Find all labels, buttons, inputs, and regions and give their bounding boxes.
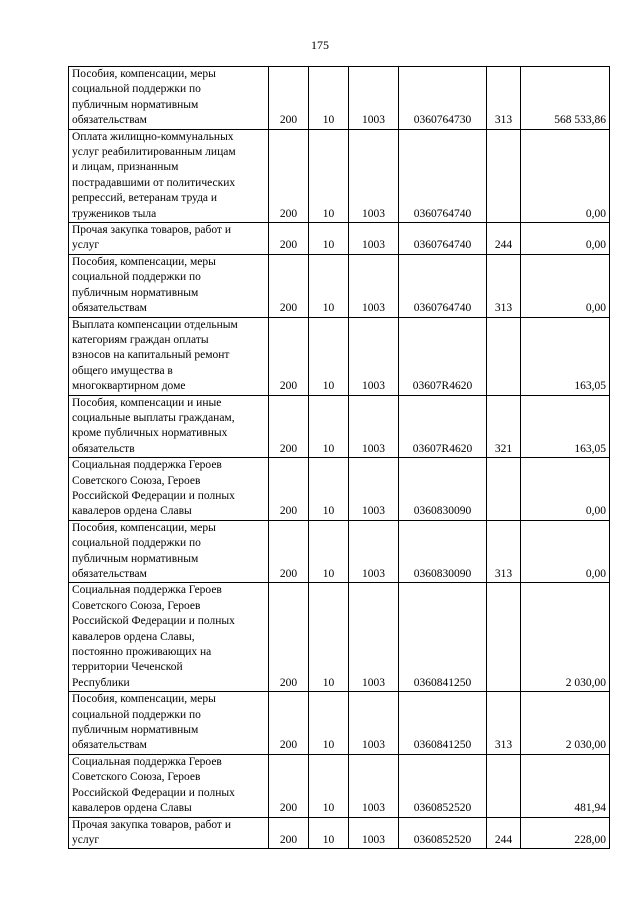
table-row [69,754,610,817]
expense-type-cell: 313 [487,520,521,583]
expense-type-cell [487,317,521,395]
description-cell [69,520,269,583]
section-code-cell: 10 [309,458,349,521]
description-line: многоквартирном доме [72,380,186,393]
budget-table [68,66,610,849]
description-line: Социальная поддержка Героев [72,459,222,472]
expense-type-cell: 321 [487,395,521,458]
table-row [69,520,610,583]
amount-cell: 481,94 [521,754,610,817]
section-code-cell: 10 [309,583,349,692]
amount-cell: 228,00 [521,817,610,849]
section-code-cell: 10 [309,395,349,458]
subsection-code-cell: 1003 [349,129,399,222]
description-line: тружеников тыла [72,207,157,220]
description-line: обязательствам [72,739,147,752]
ved-code-cell: 200 [269,223,309,255]
description-line: Пособия, компенсации, меры [72,693,216,706]
page-number: 175 [311,38,329,52]
subsection-code-cell: 1003 [349,458,399,521]
description-line: обязательствам [72,568,147,580]
description-line: социальные выплаты гражданам, [72,411,235,424]
amount-cell: 163,05 [521,317,610,395]
description-line: территории Чеченской [72,661,183,674]
description-cell [69,583,269,692]
description-line: социальной поддержки по [72,537,201,550]
subsection-code-cell: 1003 [349,817,399,849]
section-code-cell: 10 [309,223,349,255]
subsection-code-cell: 1003 [349,692,399,755]
table-row [69,583,610,692]
expense-type-cell: 244 [487,223,521,255]
description-line: Российской Федерации и полных [72,489,235,502]
table-row [69,223,610,255]
description-cell [69,754,269,817]
description-line: Российской Федерации и полных [72,615,235,628]
description-line: Пособия, компенсации, меры [72,68,216,80]
description-cell [69,67,269,130]
table-row [69,129,610,222]
description-line: услуг [72,833,100,846]
ved-code-cell: 200 [269,254,309,317]
description-line: публичным нормативным [72,552,199,565]
expense-type-cell: 244 [487,817,521,849]
amount-cell: 568 533,86 [521,67,610,130]
subsection-code-cell: 1003 [349,754,399,817]
description-line: пострадавшими от политических [72,176,236,189]
section-code-cell: 10 [309,254,349,317]
description-line: Пособия, компенсации и иные [72,396,222,409]
ved-code-cell: 200 [269,754,309,817]
budget-table-body [69,67,610,849]
ved-code-cell: 200 [269,67,309,130]
description-line: публичным нормативным [72,98,199,111]
expense-type-cell: 313 [487,67,521,130]
section-code-cell: 10 [309,67,349,130]
amount-cell: 0,00 [521,520,610,583]
description-line: Прочая закупка товаров, работ и [72,224,231,237]
table-row [69,317,610,395]
description-line: обязательств [72,442,135,455]
description-line: услуг [72,239,100,252]
description-line: социальной поддержки по [72,83,201,96]
amount-cell: 163,05 [521,395,610,458]
ved-code-cell: 200 [269,395,309,458]
ved-code-cell: 200 [269,583,309,692]
target-article-cell: 0360764740 [399,254,487,317]
description-line: общего имущества в [72,364,173,377]
description-line: Российской Федерации и полных [72,786,235,799]
target-article-cell: 0360852520 [399,817,487,849]
description-line: обязательствам [72,114,147,127]
expense-type-cell: 313 [487,692,521,755]
target-article-cell: 0360830090 [399,520,487,583]
description-line: публичным нормативным [72,724,199,737]
subsection-code-cell: 1003 [349,317,399,395]
target-article-cell: 0360764740 [399,223,487,255]
table-row [69,395,610,458]
ved-code-cell: 200 [269,129,309,222]
expense-type-cell [487,129,521,222]
description-line: категориям граждан оплаты [72,333,209,346]
description-line: Социальная поддержка Героев [72,755,222,768]
description-line: Прочая закупка товаров, работ и [72,818,231,831]
description-line: социальной поддержки по [72,708,201,721]
table-row [69,817,610,849]
description-line: и лицам, признанным [72,161,179,174]
subsection-code-cell: 1003 [349,583,399,692]
description-line: кавалеров ордена Славы [72,505,192,518]
description-line: взносов на капитальный ремонт [72,349,230,362]
description-line: Советского Союза, Героев [72,771,201,784]
expense-type-cell [487,754,521,817]
table-row [69,458,610,521]
amount-cell: 2 030,00 [521,692,610,755]
table-row [69,254,610,317]
description-line: социальной поддержки по [72,271,201,284]
ved-code-cell: 200 [269,317,309,395]
section-code-cell: 10 [309,129,349,222]
table-row [69,692,610,755]
description-line: Советского Союза, Героев [72,599,201,612]
description-line: Выплата компенсации отдельным [72,318,238,331]
section-code-cell: 10 [309,317,349,395]
description-line: Советского Союза, Героев [72,474,201,487]
description-cell [69,458,269,521]
section-code-cell: 10 [309,817,349,849]
target-article-cell: 0360764730 [399,67,487,130]
target-article-cell: 0360830090 [399,458,487,521]
description-line: Пособия, компенсации, меры [72,255,216,268]
ved-code-cell: 200 [269,520,309,583]
description-cell [69,223,269,255]
description-cell [69,129,269,222]
amount-cell: 0,00 [521,254,610,317]
description-cell [69,254,269,317]
description-line: кроме публичных нормативных [72,427,228,440]
description-cell [69,692,269,755]
section-code-cell: 10 [309,520,349,583]
expense-type-cell [487,583,521,692]
subsection-code-cell: 1003 [349,223,399,255]
description-line: репрессий, ветеранам труда и [72,192,218,205]
target-article-cell: 0360852520 [399,754,487,817]
description-line: обязательствам [72,302,147,315]
ved-code-cell: 200 [269,458,309,521]
subsection-code-cell: 1003 [349,67,399,130]
description-line: постоянно проживающих на [72,646,212,659]
ved-code-cell: 200 [269,817,309,849]
description-line: кавалеров ордена Славы, [72,630,195,643]
section-code-cell: 10 [309,692,349,755]
amount-cell: 0,00 [521,223,610,255]
description-cell [69,395,269,458]
expense-type-cell [487,458,521,521]
description-line: Оплата жилищно-коммунальных [72,130,234,143]
expense-type-cell: 313 [487,254,521,317]
table-row [69,67,610,130]
description-cell [69,317,269,395]
target-article-cell: 0360841250 [399,692,487,755]
amount-cell: 0,00 [521,129,610,222]
target-article-cell: 03607R4620 [399,317,487,395]
description-line: Республики [72,676,130,689]
target-article-cell: 03607R4620 [399,395,487,458]
description-line: услуг реабилитированным лицам [72,146,236,159]
ved-code-cell: 200 [269,692,309,755]
description-line: кавалеров ордена Славы [72,802,192,815]
target-article-cell: 0360841250 [399,583,487,692]
subsection-code-cell: 1003 [349,254,399,317]
target-article-cell: 0360764740 [399,129,487,222]
description-line: Пособия, компенсации, меры [72,521,216,534]
description-line: публичным нормативным [72,286,199,299]
amount-cell: 0,00 [521,458,610,521]
description-cell [69,817,269,849]
description-line: Социальная поддержка Героев [72,584,222,597]
section-code-cell: 10 [309,754,349,817]
subsection-code-cell: 1003 [349,520,399,583]
amount-cell: 2 030,00 [521,583,610,692]
subsection-code-cell: 1003 [349,395,399,458]
